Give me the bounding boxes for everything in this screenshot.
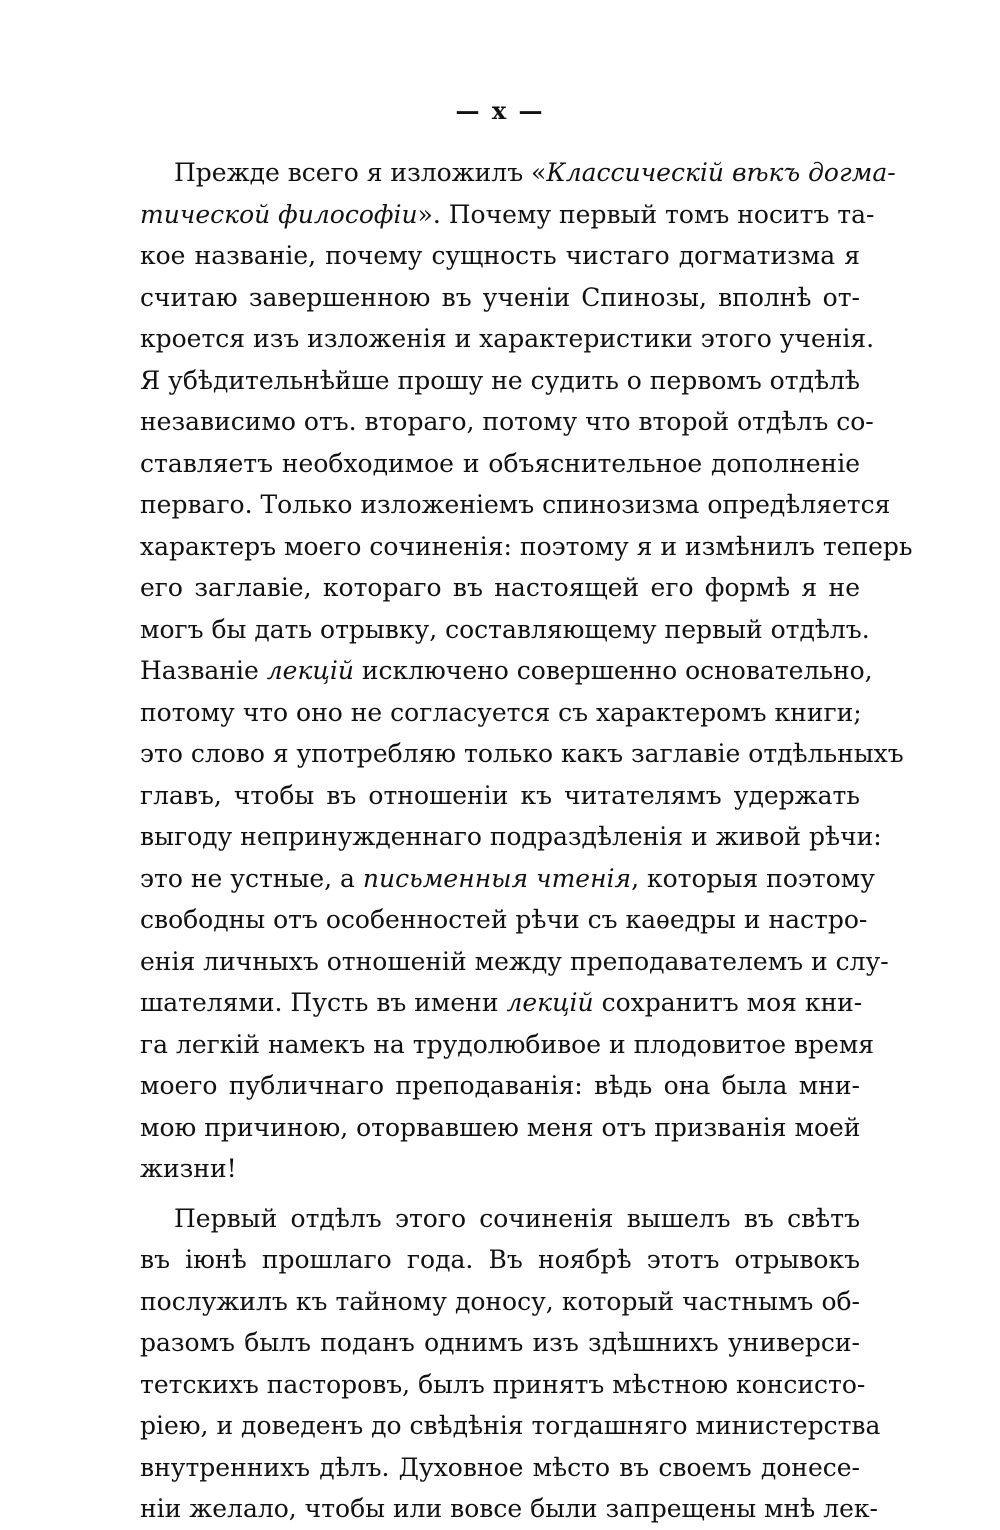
text-line xyxy=(140,982,863,1024)
text-segment: Я убѣдительнѣйше прошу не судить о первомъ отдѣлѣ xyxy=(140,365,860,395)
text-segment: жизни! xyxy=(140,1154,237,1183)
text-line xyxy=(140,1065,860,1107)
text-line xyxy=(140,650,873,692)
text-line xyxy=(140,1488,878,1530)
paragraph xyxy=(140,152,913,1190)
text-segment: шателями. Пусть въ имени xyxy=(140,988,507,1017)
text-segment: его заглавіе, котораго въ настоящей его формѣ я не xyxy=(140,573,860,602)
text-line xyxy=(140,1447,860,1489)
text-segment: ріею, и доведенъ до свѣдѣнія тогдашняго министерства xyxy=(140,1411,881,1440)
text-segment: внутреннихъ дѣлъ. Духовное мѣсто въ своемъ донесе- xyxy=(140,1452,860,1482)
text-line xyxy=(140,152,896,194)
italic-text: письменныя чтенія xyxy=(362,863,632,893)
text-line xyxy=(140,899,868,941)
text-segment: мою причиною, оторвавшею меня отъ призванія моей xyxy=(140,1112,861,1142)
text-segment: считаю завершенною въ ученіи Спинозы, вполнѣ от- xyxy=(140,282,860,312)
text-segment: моего публичнаго преподаванія: вѣдь она была мни- xyxy=(140,1071,860,1100)
text-segment: ». Почему первый томъ носитъ та- xyxy=(417,199,875,229)
text-segment: Прежде всего я изложилъ « xyxy=(174,158,547,187)
text-line xyxy=(140,1405,881,1447)
text-segment: это не устные, а xyxy=(140,863,363,893)
text-line xyxy=(140,318,875,360)
text-segment: кроется изъ изложенія и характеристики этого ученія. xyxy=(140,324,875,353)
text-segment: исключено совершенно основательно, xyxy=(353,656,873,685)
text-segment: енія личныхъ отношеній между преподавателемъ и слу- xyxy=(140,946,889,976)
text-line xyxy=(140,692,860,734)
text-segment: перваго. Только изложеніемъ спинозизма опредѣляется xyxy=(140,490,891,519)
text-line xyxy=(140,526,913,568)
text-line xyxy=(140,277,860,319)
text-segment: потому что оно не согласуется съ характеромъ книги; xyxy=(140,697,862,727)
text-line xyxy=(140,401,874,443)
text-line xyxy=(140,1198,860,1240)
text-segment: ставляетъ необходимое и объяснительное дополненіе xyxy=(140,448,860,478)
text-line xyxy=(140,1107,860,1149)
italic-text: Классическій вѣкъ догма- xyxy=(546,158,896,187)
text-segment: Названіе xyxy=(140,656,267,685)
text-line xyxy=(140,194,875,236)
text-line xyxy=(140,1281,860,1323)
text-line xyxy=(140,609,870,651)
text-line xyxy=(140,941,889,983)
text-line xyxy=(140,484,891,526)
text-segment: могъ бы дать отрывку, составляющему первый отдѣлъ. xyxy=(140,614,870,644)
italic-text: лекцій xyxy=(266,656,354,685)
text-segment: разомъ былъ поданъ однимъ изъ здѣшнихъ универси- xyxy=(140,1328,860,1357)
text-segment: независимо отъ. втораго, потому что второй отдѣлъ со- xyxy=(140,407,874,436)
text-segment: послужилъ къ тайному доносу, который частнымъ об- xyxy=(140,1286,860,1316)
body-text xyxy=(140,152,913,1530)
text-segment: тетскихъ пасторовъ, былъ принятъ мѣстною консисто- xyxy=(140,1369,866,1399)
text-segment: характеръ моего сочиненія: поэтому я и измѣнилъ теперь xyxy=(140,531,913,561)
text-line xyxy=(140,816,882,858)
italic-text: тической философіи xyxy=(140,199,418,229)
text-segment: кое названіе, почему сущность чистаго догматизма я xyxy=(140,241,860,270)
text-line xyxy=(140,567,860,609)
text-segment: свободны отъ особенностей рѣчи съ каѳедры и настро- xyxy=(140,905,868,934)
text-segment: ніи желало, чтобы или вовсе были запрещены мнѣ лек- xyxy=(140,1494,878,1523)
text-line xyxy=(140,443,860,485)
text-line xyxy=(140,1364,866,1406)
text-segment: въ іюнѣ прошлаго года. Въ ноябрѣ этотъ отрывокъ xyxy=(140,1245,860,1274)
text-line xyxy=(140,858,875,900)
text-line xyxy=(140,1239,860,1281)
text-segment: это слово я употребляю только какъ заглавіе отдѣльныхъ xyxy=(140,739,904,768)
text-segment: , которыя поэтому xyxy=(631,863,875,893)
text-line xyxy=(140,733,904,775)
text-line xyxy=(140,1024,875,1066)
text-line xyxy=(140,360,860,402)
text-line xyxy=(140,235,860,277)
text-segment: главъ, чтобы въ отношеніи къ читателямъ удержать xyxy=(140,780,860,810)
text-segment: Первый отдѣлъ этого сочиненія вышелъ въ свѣтъ xyxy=(174,1203,860,1233)
text-line xyxy=(140,1148,860,1190)
page-number-header: — x — xyxy=(455,96,545,125)
text-segment: сохранитъ моя кни- xyxy=(593,988,863,1017)
text-line xyxy=(140,775,860,817)
text-segment: га легкій намекъ на трудолюбивое и плодовитое время xyxy=(140,1029,875,1059)
italic-text: лекцій xyxy=(506,988,594,1017)
text-line xyxy=(140,1322,860,1364)
text-segment: выгоду непринужденнаго подраздѣленія и живой рѣчи: xyxy=(140,822,882,851)
paragraph xyxy=(140,1198,881,1530)
